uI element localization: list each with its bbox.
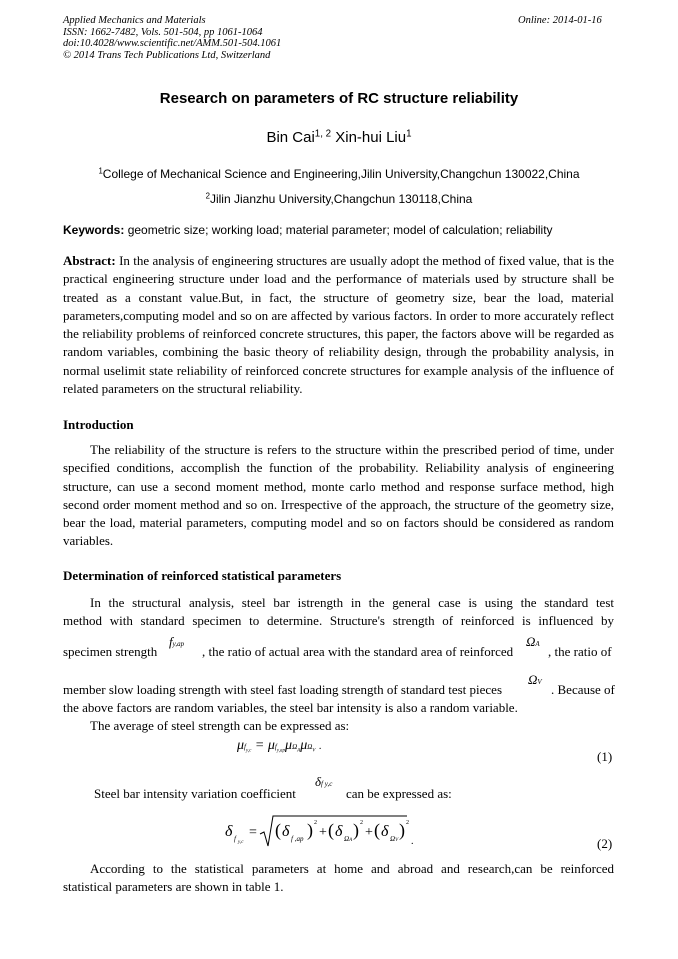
equation-1-number: (1): [597, 749, 613, 764]
svg-text:+: +: [319, 825, 327, 840]
svg-text:y,c: y,c: [238, 840, 244, 845]
abstract: [63, 252, 614, 398]
svg-text:=: =: [249, 825, 257, 840]
det-line-3c: , the ratio of: [548, 644, 612, 659]
affiliation-2-mark: 2: [205, 191, 210, 201]
keywords-label: Keywords:: [63, 223, 125, 237]
keywords: [63, 223, 553, 237]
svg-text:δ: δ: [335, 823, 343, 840]
introduction-heading: Introduction: [63, 417, 134, 432]
doi-line: doi:10.4028/www.scientific.net/AMM.501-504.1061: [63, 38, 282, 50]
svg-text:): ): [353, 820, 359, 840]
symbol-delta-fyc: δf y,c: [315, 774, 333, 789]
svg-text:.: .: [411, 836, 414, 847]
abstract-text: In the analysis of engineering structures are usually adopt the method of fixed value, that is the practical engineering structure under load and the performance of materials used by structure shall be treated as a constant value.But, in fact, the structure of geometry size, bear the load, material parameters,computing model and so on are affected by various factors. In order to more accurately reflect the reliability problems of reinforced concrete structures, this paper, the factors above will be regarded as random variables, combining the basic theory of reliability design, through the probability analysis, in normal uselimit state reliability of reinforced concrete structures for example analysis of the influence of related parameters on the structural reliability.: [63, 253, 614, 397]
svg-text:+: +: [365, 825, 373, 840]
svg-text:δ: δ: [225, 823, 233, 840]
author-1-affil: 1, 2: [314, 128, 332, 140]
det-line-4a: member slow loading strength with steel fast loading strength of standard test pieces: [63, 682, 503, 697]
svg-text:2: 2: [314, 820, 317, 826]
svg-text:(: (: [374, 820, 380, 840]
svg-text:(: (: [275, 820, 281, 840]
det-line-1: In the structural analysis, steel bar istrength in the general case is using the standard test: [90, 595, 614, 610]
copyright-line: © 2014 Trans Tech Publications Ltd, Switzerland: [63, 49, 271, 61]
affiliation-2-text: Jilin Jianzhu University,Changchun 130118,China: [209, 192, 473, 206]
det-line-7b: can be expressed as:: [346, 786, 452, 801]
affiliation-1-mark: 1: [98, 166, 103, 176]
svg-text:f ,ap: f ,ap: [291, 835, 304, 843]
abstract-label: Abstract:: [63, 253, 116, 268]
symbol-omega-a: ΩA: [526, 634, 540, 649]
svg-text:δ: δ: [381, 823, 389, 840]
equation-2-number: (2): [597, 836, 613, 851]
svg-text:ΩA: ΩA: [344, 835, 353, 843]
det-line-9: statistical parameters are shown in table 1.: [63, 879, 284, 894]
equation-2: [225, 812, 425, 852]
determination-heading: Determination of reinforced statistical parameters: [63, 568, 342, 583]
svg-text:): ): [307, 820, 313, 840]
affiliation-1: [0, 167, 678, 181]
paper-title: Research on parameters of RC structure reliability: [159, 90, 519, 107]
svg-text:): ): [399, 820, 405, 840]
journal-header: [63, 15, 281, 61]
det-line-6: The average of steel strength can be expressed as:: [90, 718, 350, 733]
det-line-3a: specimen strength: [63, 644, 158, 659]
symbol-omega-v: ΩV: [528, 672, 542, 687]
issn-line: ISSN: 1662-7482, Vols. 501-504, pp 1061-1064: [63, 26, 263, 38]
det-line-5: the above factors are random variables, the steel bar intensity is also a random variable.: [63, 700, 518, 715]
author-2: Xin-hui Liu: [335, 129, 407, 146]
det-line-2: method with standard specimen to determine. Structure's strength of reinforced is influenced by: [63, 613, 614, 628]
det-line-3b: , the ratio of actual area with the standard area of reinforced: [202, 644, 514, 659]
introduction-text: The reliability of the structure is refers to the structure within the prescribed period of time, under specified conditions, accomplish the function of the probability. Reliability analysis of engineering structure, can use a second moment method, monte carlo method and response surface method, high second order moment method and so on. Irrespective of the approach, the structure of the geometry size, bear the load, material parameters, computing model and so on factors should be considered as random variables.: [63, 442, 614, 549]
svg-text:2: 2: [406, 820, 409, 826]
symbol-f-yap: fy,ap: [169, 634, 185, 649]
svg-text:2: 2: [360, 820, 363, 826]
author-1: Bin Cai: [266, 129, 315, 146]
affiliation-1-text: College of Mechanical Science and Engineering,Jilin University,Changchun 130022,China: [102, 167, 580, 181]
equation-1: $\mu f_{y,c} = \mu f_{y,ap}\mu\Omega_A\mu\Omega_V$ .: [237, 738, 322, 754]
det-line-8: According to the statistical parameters at home and abroad and research,can be reinforced: [90, 861, 614, 876]
author-2-affil: 1: [406, 128, 412, 140]
svg-text:f: f: [234, 835, 236, 843]
online-date: Online: 2014-01-16: [518, 15, 602, 26]
keywords-text: geometric size; working load; material parameter; model of calculation; reliability: [127, 223, 553, 237]
det-line-7a: Steel bar intensity variation coefficient: [94, 786, 296, 801]
svg-text:(: (: [328, 820, 334, 840]
svg-text:δ: δ: [282, 823, 290, 840]
det-line-4b: . Because of: [551, 682, 615, 697]
svg-text:ΩV: ΩV: [390, 835, 399, 843]
journal-name: Applied Mechanics and Materials: [63, 15, 206, 26]
affiliation-2: [0, 192, 678, 206]
author-list: [0, 129, 678, 146]
